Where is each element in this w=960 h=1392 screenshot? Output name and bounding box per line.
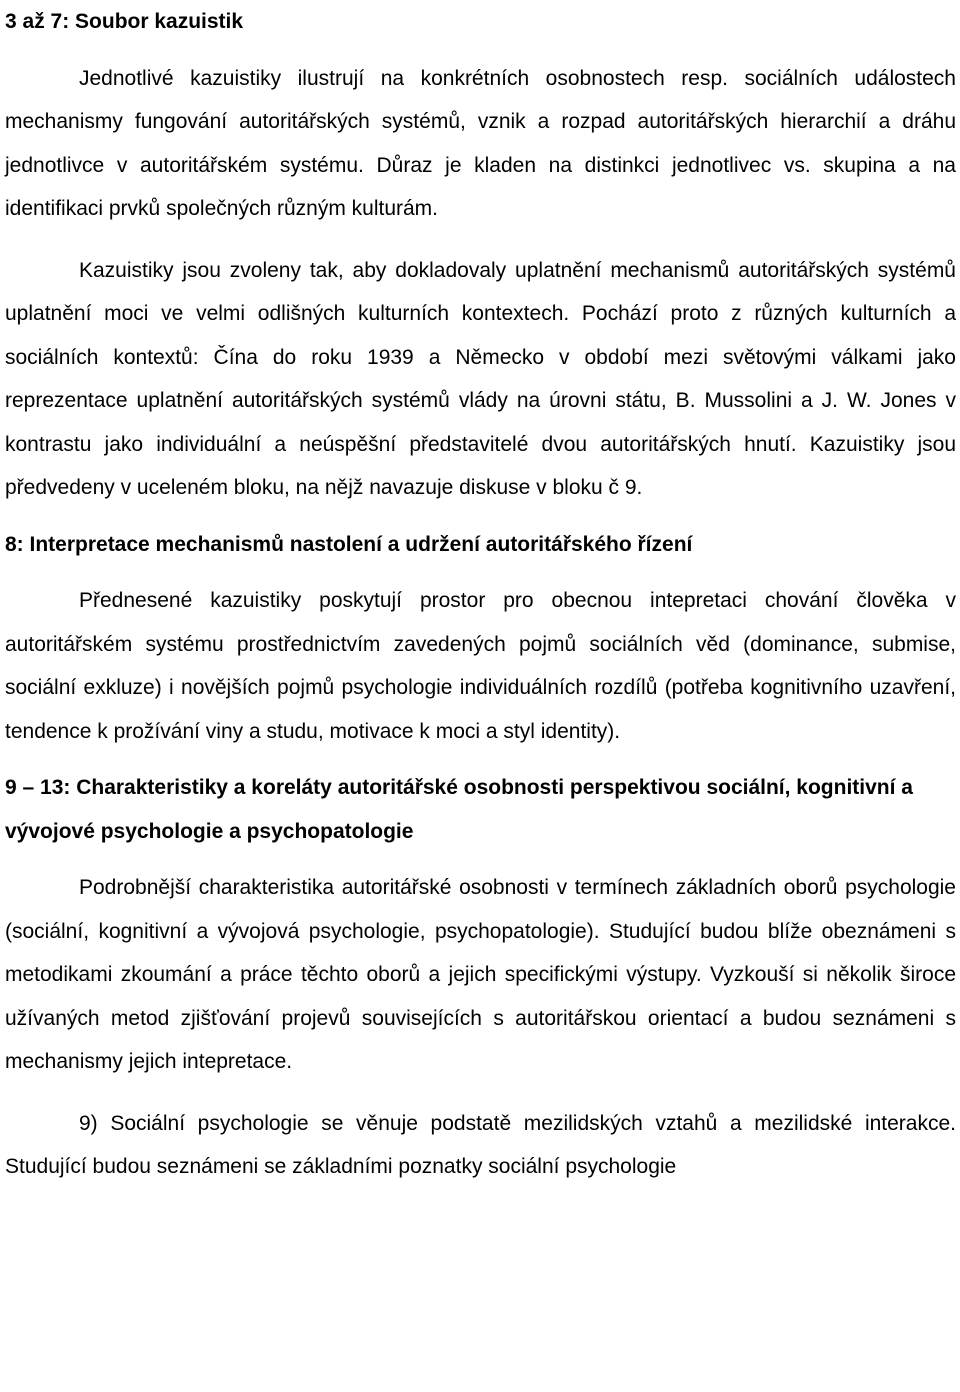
spacer bbox=[5, 853, 956, 866]
section-heading-8: 8: Interpretace mechanismů nastolení a udržení autoritářského řízení bbox=[5, 532, 693, 556]
paragraph-kazuistiky-selection: Kazuistiky jsou zvoleny tak, aby dokladovaly uplatnění mechanismů autoritářských systémů uplatnění moci ve velmi odlišných kulturních kontextech. Pochází proto z různých kulturních a sociálních kontextů: Čína do roku 1939 a Německo v období mezi světovými válkami jako reprezentace uplatnění autoritářských systémů vlády na úrovni státu, B. Mussolini a J. W. Jones v kontrastu jako individuální a neúspěšní představitelé dvou autoritářských hnutí. Kazuistiky jsou předvedeny v uceleném bloku, na nějž navazuje diskuse v bloku č 9. bbox=[5, 258, 956, 499]
spacer bbox=[5, 753, 956, 766]
paragraph-personality-characteristics: Podrobnější charakteristika autoritářské osobnosti v termínech základních oborů psychologie (sociální, kognitivní a vývojová psychologie, psychopatologie). Studující budou blíže obeznámeni s metodikami zkoumání a práce těchto oborů a jejich specifickými výstupy. Vyzkouší si několik široce užívaných metod zjišťování projevů souvisejících s autoritářskou orientací a budou seznámeni s mechanismy jejich intepretace. bbox=[5, 876, 956, 1073]
paragraph-social-psychology: 9) Sociální psychologie se věnuje podstatě mezilidských vztahů a mezilidské interakce. Studující budou seznámeni se základními poznatky sociální psychologie bbox=[5, 1111, 956, 1178]
document-page bbox=[5, 0, 956, 1189]
spacer bbox=[5, 44, 956, 57]
spacer bbox=[5, 231, 956, 249]
paragraph-interpretation: Přednesené kazuistiky poskytují prostor pro obecnou intepretaci chování člověka v autoritářském systému prostřednictvím zavedených pojmů sociálních věd (dominance, submise, sociální exkluze) i novějších pojmů psychologie individuálních rozdílů (potřeba kognitivního uzavření, tendence k prožívání viny a studu, motivace k moci a styl identity). bbox=[5, 589, 956, 743]
section-heading-3-7: 3 až 7: Soubor kazuistik bbox=[5, 10, 244, 33]
spacer bbox=[5, 566, 956, 579]
spacer bbox=[5, 510, 956, 523]
spacer bbox=[5, 1084, 956, 1102]
section-heading-9-13: 9 – 13: Charakteristiky a koreláty autoritářské osobnosti perspektivou sociální, kognitivní a vývojové psychologie a psychopatologie bbox=[5, 776, 913, 843]
paragraph-kazuistiky-intro: Jednotlivé kazuistiky ilustrují na konkrétních osobnostech resp. sociálních událostech mechanismy fungování autoritářských systémů, vznik a rozpad autoritářských hierarchií a dráhu jednotlivce v autoritářském systému. Důraz je kladen na distinkci jednotlivec vs. skupina a na identifikaci prvků společných různým kulturám. bbox=[5, 66, 956, 220]
